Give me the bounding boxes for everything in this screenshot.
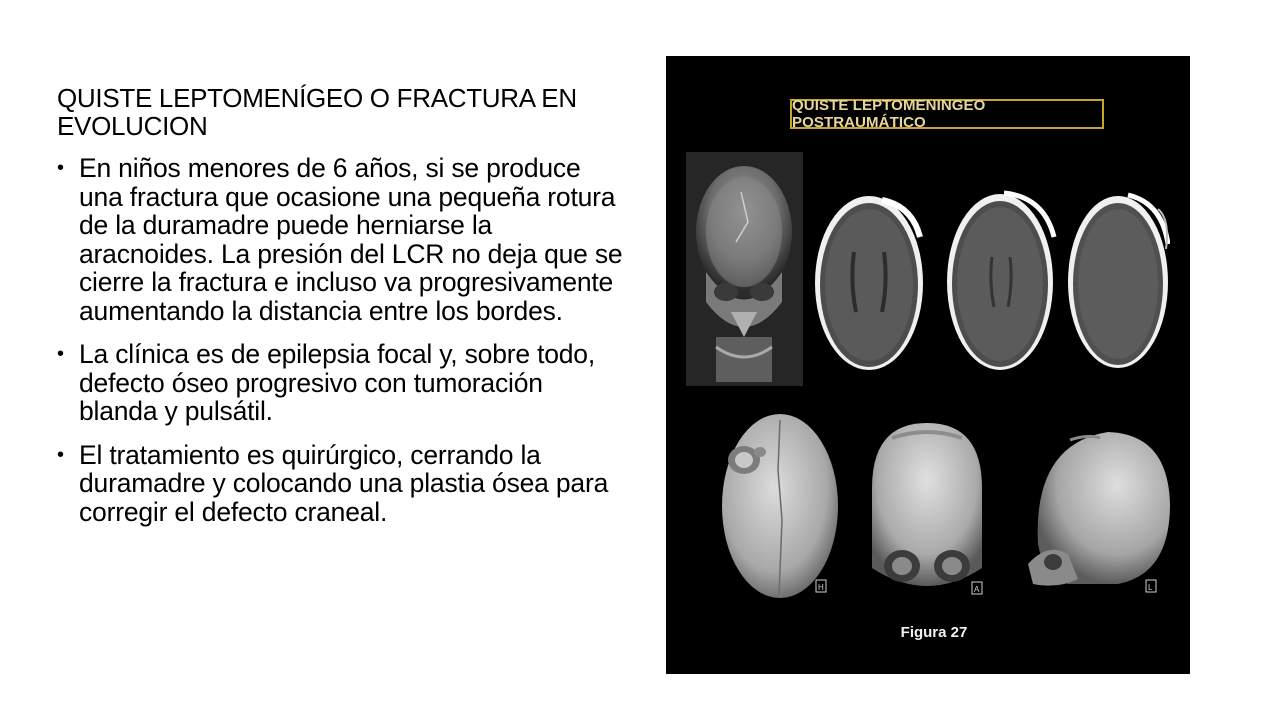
bullet-item (57, 441, 627, 527)
figure-caption: Figura 27 (900, 624, 968, 641)
bullet-text: La clínica es de epilepsia focal y, sobre todo, defecto óseo progresivo con tumoración blanda y pulsátil. (79, 339, 596, 426)
slide-heading: QUISTE LEPTOMENÍGEO O FRACTURA EN EVOLUCION (57, 83, 577, 141)
bullet-dot: • (57, 343, 64, 365)
view-label-l: L (1148, 583, 1153, 592)
figure-title-box (790, 99, 1104, 129)
bullet-item (57, 154, 627, 325)
bullet-dot: • (57, 157, 64, 179)
bullet-list (57, 154, 627, 526)
ct-slice-1-image (812, 192, 926, 374)
3d-skull-lateral-image (1018, 424, 1178, 604)
figure-title: QUISTE LEPTOMENINGEO POSTRAUMÁTICO (792, 97, 986, 131)
ct-slice-3-image (1066, 189, 1170, 371)
xray-skull-image (686, 152, 803, 386)
3d-skull-top-image (714, 410, 854, 602)
bullet-text: En niños menores de 6 años, si se produce una fractura que ocasione una pequeña rotura de la duramadre puede herniarse la aracnoides. La presión del LCR no deja que se cierre la fractura e incluso va progresivamente aumentando la distancia entre los bordes. (79, 153, 623, 326)
text-column (57, 84, 627, 541)
view-label-h: H (818, 583, 824, 592)
view-label-a: A (974, 585, 980, 594)
ct-slice-2-image (944, 187, 1057, 373)
bullet-text: El tratamiento es quirúrgico, cerrando la duramadre y colocando una plastia ósea para corregir el defecto craneal. (79, 439, 609, 527)
figure-panel (666, 56, 1190, 674)
bullet-dot: • (57, 443, 64, 466)
3d-skull-front-image (862, 418, 992, 604)
bullet-item (57, 340, 627, 426)
